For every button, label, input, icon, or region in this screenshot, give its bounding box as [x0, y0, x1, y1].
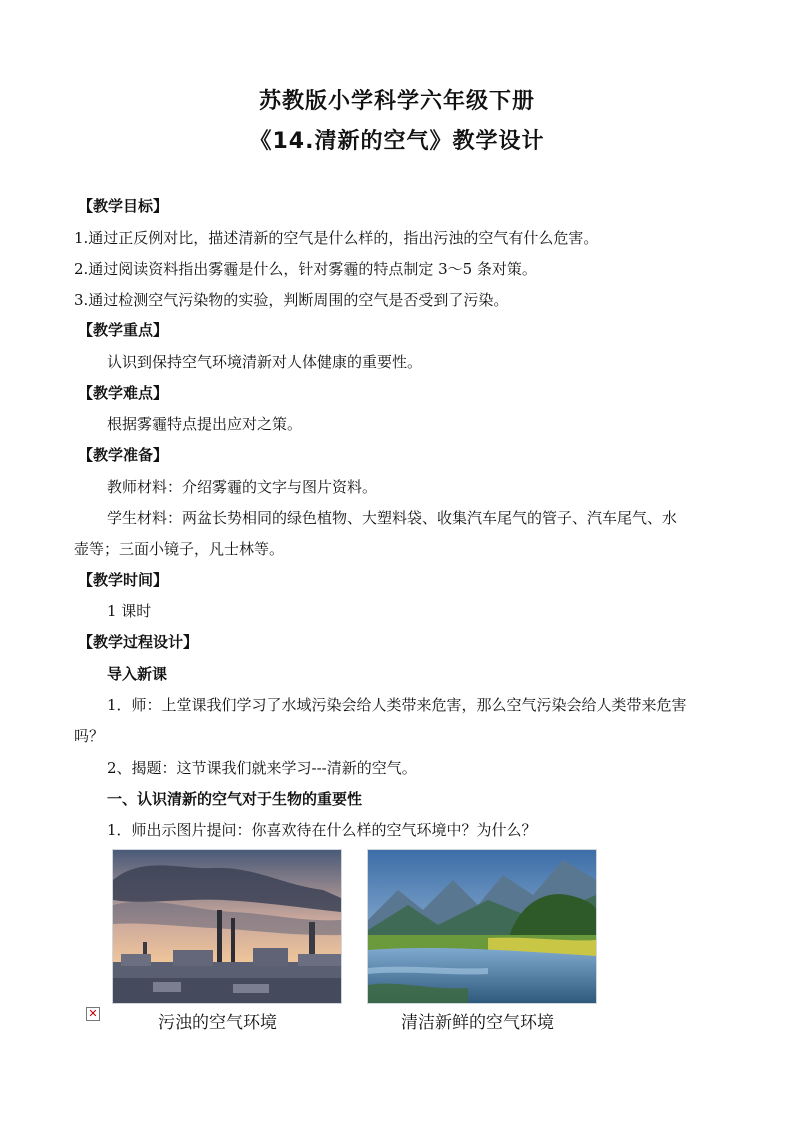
- clean-air-caption: 清洁新鲜的空气环境: [401, 1013, 554, 1033]
- polluted-air-photo: [112, 849, 342, 1004]
- teacher-materials: 教师材料：介绍雾霾的文字与图片资料。: [107, 478, 378, 496]
- intro-item-2: 2、揭题：这节课我们就来学习---清新的空气。: [107, 759, 417, 777]
- polluted-air-caption: 污浊的空气环境: [158, 1013, 277, 1033]
- student-materials-line1: 学生材料：两盆长势相同的绿色植物、大塑料袋、收集汽车尾气的管子、汽车尾气、水: [107, 509, 678, 527]
- difficulties-text: 根据雾霾特点提出应对之策。: [107, 415, 303, 433]
- goal-item-2: 2.通过阅读资料指出雾霾是什么，针对雾霾的特点制定 3～5 条对策。: [74, 260, 537, 278]
- goal-item-3: 3.通过检测空气污染物的实验，判断周围的空气是否受到了污染。: [74, 291, 509, 309]
- key-points-heading: 【教学重点】: [78, 321, 169, 339]
- process-heading: 【教学过程设计】: [78, 633, 199, 651]
- section1-item-1: 1．师出示图片提问：你喜欢待在什么样的空气环境中？为什么？: [107, 821, 537, 839]
- document-title-line1: 苏教版小学科学六年级下册: [258, 89, 535, 114]
- goals-heading: 【教学目标】: [78, 197, 169, 215]
- key-points-text: 认识到保持空气环境清新对人体健康的重要性。: [107, 353, 423, 371]
- intro-item-1-line2: 吗？: [74, 727, 105, 745]
- student-materials-line2: 壶等；三面小镜子，凡士林等。: [74, 540, 285, 558]
- intro-heading: 导入新课: [107, 665, 168, 683]
- time-heading: 【教学时间】: [78, 571, 169, 589]
- document-title-line2: 《14.清新的空气》教学设计: [249, 129, 545, 154]
- broken-image-icon: ✕: [86, 1007, 100, 1021]
- time-text: 1 课时: [107, 602, 152, 620]
- difficulties-heading: 【教学难点】: [78, 384, 169, 402]
- clean-air-photo: [367, 849, 597, 1004]
- intro-item-1-line1: 1．师：上堂课我们学习了水域污染会给人类带来危害，那么空气污染会给人类带来危害: [107, 696, 687, 714]
- preparation-heading: 【教学准备】: [78, 446, 169, 464]
- goal-item-1: 1.通过正反例对比，描述清新的空气是什么样的，指出污浊的空气有什么危害。: [74, 229, 599, 247]
- section1-heading: 一、认识清新的空气对于生物的重要性: [107, 790, 363, 808]
